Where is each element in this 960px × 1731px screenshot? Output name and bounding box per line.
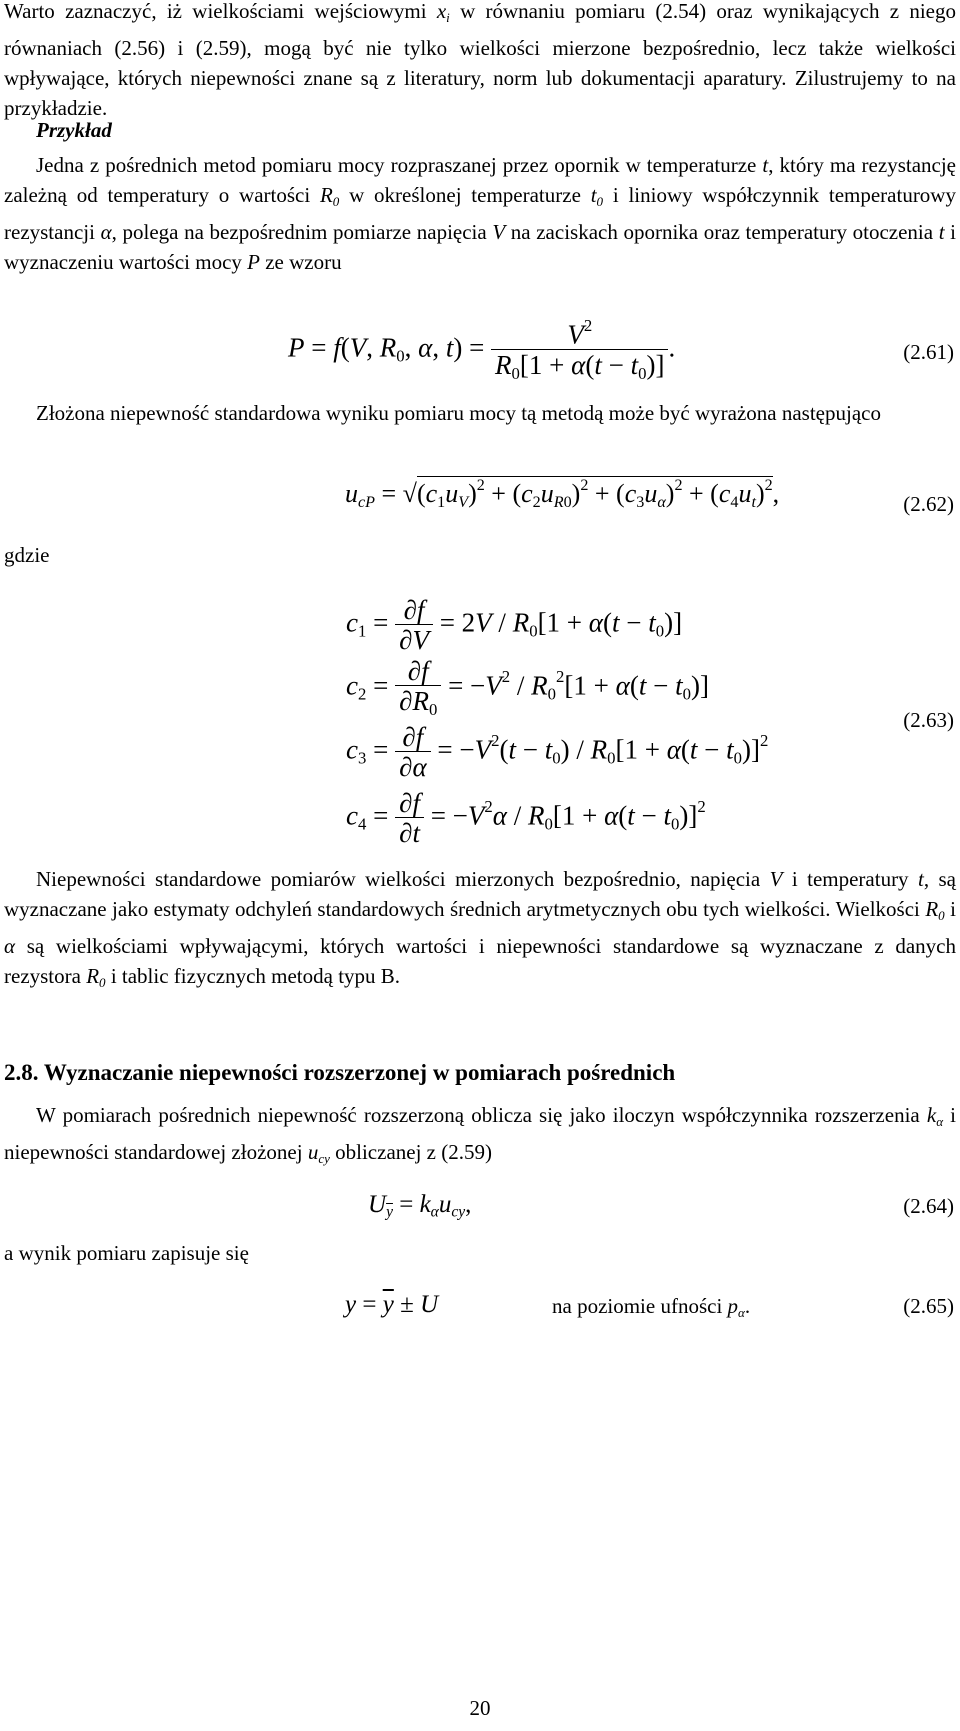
example-paragraph: Jedna z pośrednich metod pomiaru mocy rozpraszanej przez opornik w temperaturze t, który ma rezystancję zależną od temperatury o wartości $R_0$ w określonej temperaturze $t_0$ i liniowy współczynnik temperaturowy rezystancji α, polega na bezpośrednim pomiarze napięcia V na zaciskach opornika oraz temperatury otoczenia t i wyznaczeniu wartości mocy P ze wzoru xyxy=(4,153,956,274)
equation-2-63-c1: $c_1$ = $\frac{\partial f}{\partial V}$ = $2V / R_0[1 + \alpha(t - t_0)]$ xyxy=(346,595,683,655)
equation-2-63-c2: $c_2$ = $\frac{\partial f}{\partial R_0}$ = $-V^2 / R_0^2[1 + \alpha(t - t_0)]$ xyxy=(346,656,709,720)
equation-number-2-62: (2.62) xyxy=(903,492,954,516)
section-title: 2.8. Wyznaczanie niepewności rozszerzonej w pomiarach pośrednich xyxy=(4,1060,676,1085)
uncertainty-paragraph: Niepewności standardowe pomiarów wielkości mierzonych bezpośrednio, napięcia V i temperatury t, są wyznaczane jako estymaty odchyleń standardowych średnich arytmetycznych obu tych wielkości. Wielkości $R_0$ i α są wielkościami wpływającymi, których wartości i niepewności standardowe są wyznaczane z danych rezystora $R_0$ i tablic fizycznych metodą typu B. xyxy=(4,867,956,990)
equation-2-64: $U_{\overline{y}} = k_\alpha u_{cy}$, xyxy=(368,1191,472,1221)
combined-uncertainty-paragraph: Złożona niepewność standardowa wyniku pomiaru mocy tą metodą może być wyrażona następująco xyxy=(36,401,881,425)
expanded-uncertainty-paragraph: W pomiarach pośrednich niepewność rozszerzoną oblicza się jako iloczyn współczynnika rozszerzenia $k_\alpha$ i niepewności standardowej złożonej $u_{cy}$ obliczanej z (2.59) xyxy=(4,1103,956,1166)
equation-2-65: $y = \overline{y} \pm U$ xyxy=(345,1291,439,1318)
gdzie-label: gdzie xyxy=(4,543,50,567)
equation-2-62: $u_{cP} = √(c_1u_V)^2 + (c_2u_{R0})^2 + (c_3u_\alpha)^2 + (c_4u_t)^2$, xyxy=(345,477,780,511)
equation-2-61: P = f(V, $R_0$, α, t) = $\frac{V^2}{R_0[1 + \alpha(t - t_0)]}$ . xyxy=(288,316,676,383)
confidence-level-text: na poziomie ufności $p_\alpha$. xyxy=(552,1294,751,1320)
equation-number-2-61: (2.61) xyxy=(903,340,954,364)
equation-2-63-c4: $c_4$ = $\frac{\partial f}{\partial t}$ = $-V^2\alpha / R_0[1 + \alpha(t - t_0)]^2$ xyxy=(346,788,706,848)
example-heading: Przykład xyxy=(36,118,112,142)
equation-number-2-64: (2.64) xyxy=(903,1194,954,1218)
page-number: 20 xyxy=(469,1696,491,1720)
equation-number-2-63: (2.63) xyxy=(903,708,954,732)
equation-number-2-65: (2.65) xyxy=(903,1294,954,1318)
intro-paragraph: Warto zaznaczyć, iż wielkościami wejściowymi $x_i$ w równaniu pomiaru (2.54) oraz wynikających z niego równaniach (2.56) i (2.59), mogą być nie tylko wielkości mierzone bezpośrednio, lecz także wielkości wpływające, których niepewności znane są z literatury, norm lub dokumentacji aparatury. Zilustrujemy to na przykładzie. xyxy=(4,0,956,120)
equation-2-63-c3: $c_3$ = $\frac{\partial f}{\partial\alpha}$ = $-V^2(t - t_0) / R_0[1 + \alpha(t - t_0)]^2$ xyxy=(346,722,769,782)
result-paragraph: a wynik pomiaru zapisuje się xyxy=(4,1241,249,1265)
